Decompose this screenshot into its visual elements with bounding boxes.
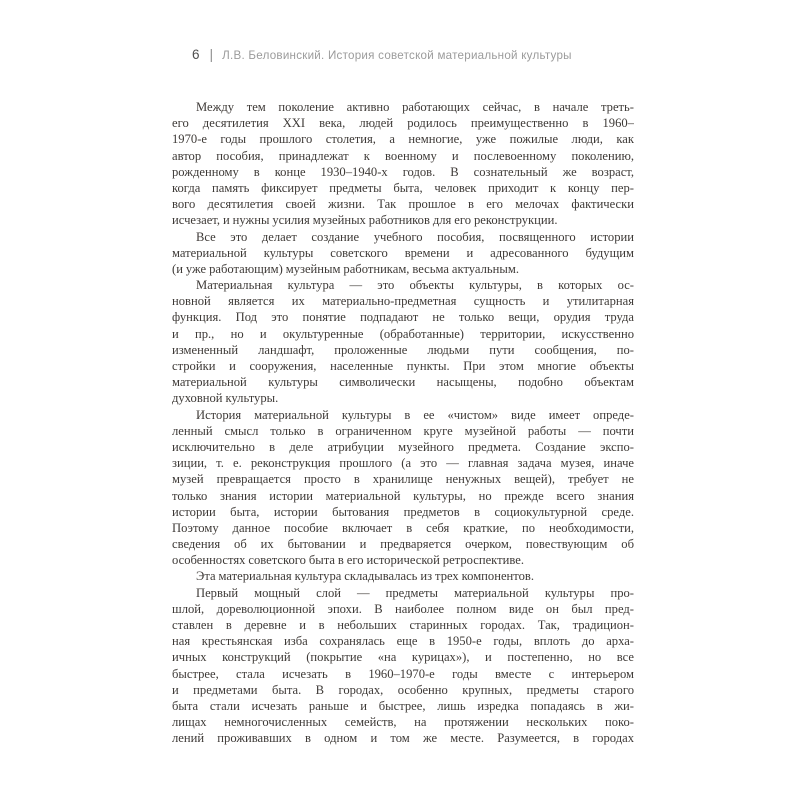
text-line: рожденному в конце 1930–1940-х годов. В сознательный же возраст, [172,164,634,179]
text-line: Материальная культура — это объекты культуры, в которых ос- [196,278,634,293]
text-line: Между тем поколение активно работающих сейчас, в начале треть- [196,100,634,114]
text-line: лений проживавших в одном и том же месте. Разумеется, в городах [172,731,634,746]
running-title: Л.В. Беловинский. История советской материальной культуры [222,49,572,62]
text-line: вого десятилетия своей жизни. Так прошлое в его мелочах фактически [172,197,634,212]
header-separator: | [209,46,214,62]
text-line: зиции, т. е. реконструкция прошлого (а это — главная задача музея, иначе [172,456,634,471]
text-line: ставлен в деревне и в небольших старинных городах. Так, традицион- [172,618,634,632]
text-line: ная крестьянская изба сохранялась еще в 1950-е годы, вплоть до арха- [172,634,634,649]
text-line: только знания истории материальной культуры, но прежде всего знания [172,488,634,503]
page-number: 6 [192,47,200,62]
text-line: исключительно в деле атрибуции музейного предмета. Создание экспо- [172,439,634,454]
text-line: быта стали исчезать раньше и быстрее, лишь изредка попадаясь в жи- [172,698,634,713]
text-line: быстрее, стала исчезать в 1960–1970-е годы вместе с интерьером [172,666,634,681]
paragraph [172,568,634,584]
text-line: сведения об их бытовании и предваряется очерком, повествующим об [172,537,634,552]
text-line: Эта материальная культура складывалась из трех компонентов. [196,569,534,584]
paragraph [172,585,634,747]
text-line: ичных конструкций (покрытие «на курицах»), и постепенно, но все [172,650,634,665]
text-line: стройки и сооружения, населенные пункты. При этом многие объекты [172,359,634,373]
text-line: когда память фиксирует предметы быта, человек приходит к концу пер- [172,180,634,195]
text-line: исчезает, и нужны усилия музейных работников для его реконструкции. [172,213,558,228]
text-line: Все это делает создание учебного пособия, посвященного истории [196,229,634,244]
text-line: измененный ландшафт, проложенные людьми пути сообщения, по- [172,342,634,357]
text-line: История материальной культуры в ее «чистом» виде имеет опреде- [196,407,634,422]
text-line: шлой, дореволюционной эпохи. В наиболее полном виде он был пред- [172,601,634,616]
page-header [192,46,572,62]
paragraph [172,229,634,278]
text-line: материальной культуры символически насыщены, подобно объектам [172,375,634,390]
text-line: Первый мощный слой — предметы материальной культуры про- [196,585,634,600]
text-line: автор пособия, принадлежат к военному и послевоенному поколению, [172,148,634,163]
text-line: 1970-е годы прошлого столетия, а немногие, уже пожилые люди, как [172,132,634,147]
paragraph [172,277,634,407]
text-line: особенностях советского быта в его исторической ретроспективе. [172,553,524,568]
text-line: Поэтому данное пособие включает в себя краткие, по необходимости, [172,520,634,535]
text-line: ленный смысл только в ограниченном круге музейной работы — почти [172,423,634,438]
paragraph [172,407,634,569]
text-line: (и уже работающим) музейным работникам, весьма актуальным. [172,261,519,276]
text-line: духовной культуры. [172,391,279,406]
text-line: материальной культуры советского времени и адресованного будущим [172,245,634,260]
text-line: лищах немногочисленных семейств, на протяжении нескольких поко- [172,715,634,730]
text-line: функция. Под это понятие подпадают не только вещи, орудия труда [172,310,634,325]
paragraph [172,99,634,229]
body-text-column [172,99,634,747]
text-line: и пр., но и окультуренные (обработанные) территории, искусственно [172,326,634,341]
text-line: его десятилетия XXI века, людей родилось преимущественно в 1960– [172,116,634,131]
text-line: новной является их материально-предметная сущность и утилитарная [172,294,634,309]
text-line: истории быта, истории бытования предметов в социокультурной среде. [172,504,634,519]
text-line: музей превращается просто в хранилище ненужных вещей), требует не [172,472,634,487]
text-line: и предметами быта. В городах, особенно крупных, предметы старого [172,682,634,697]
